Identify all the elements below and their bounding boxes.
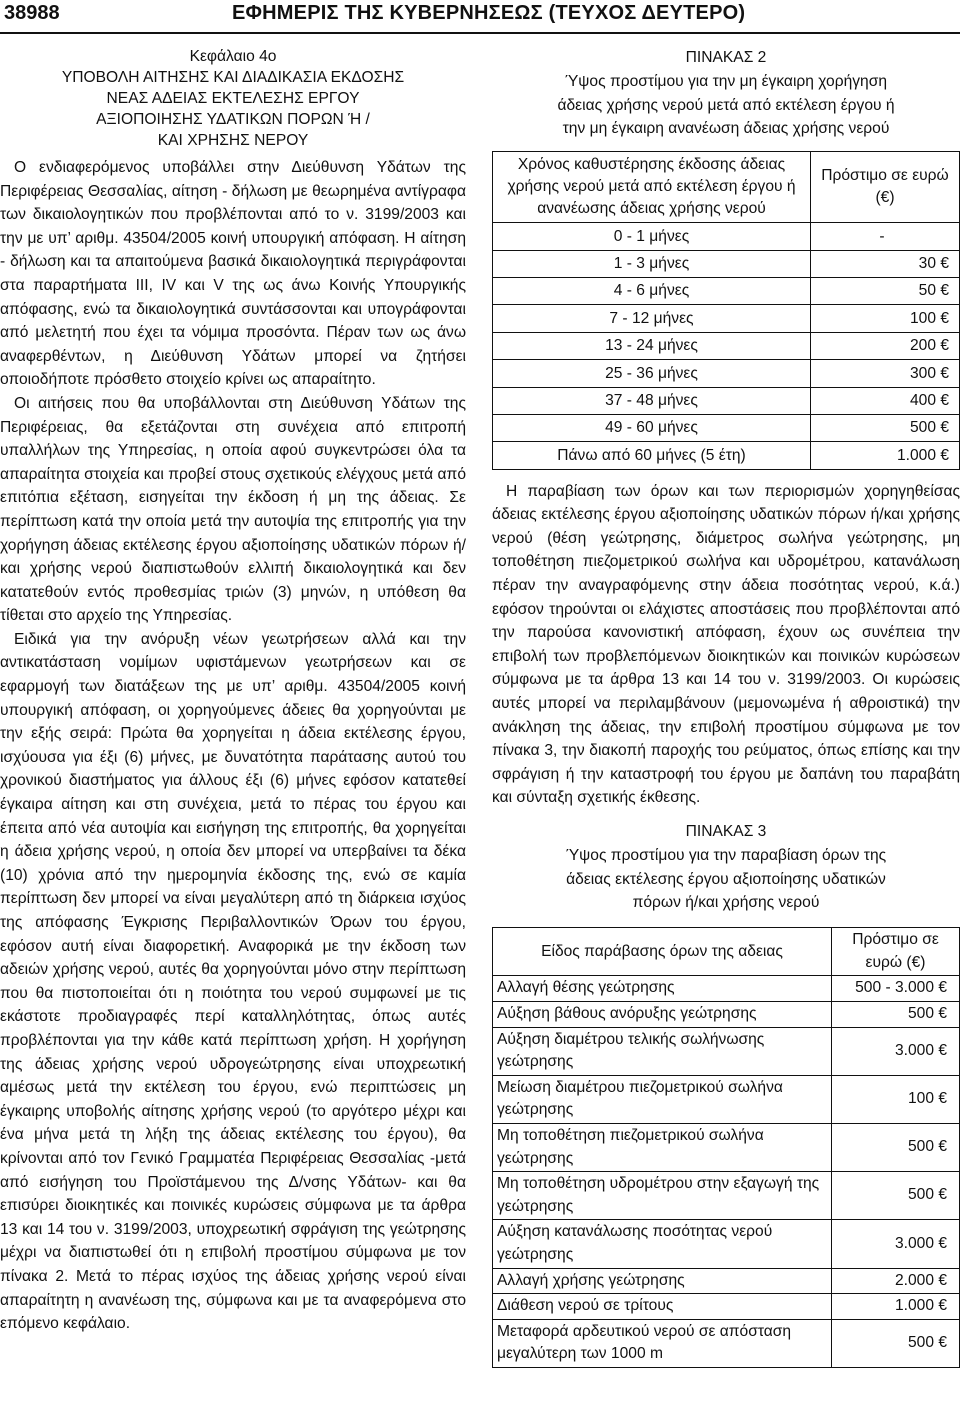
table-row (493, 305, 960, 332)
fine-cell: 500 € (832, 1001, 960, 1027)
table-header-cell: Χρόνος καθυστέρησης έκδοσης άδειας χρήσης νερού μετά από εκτέλεση έργου ή ανανέωσης άδειας χρήσης νερού (493, 152, 811, 223)
period-cell: 0 - 1 μήνες (493, 223, 811, 250)
table-header-row (493, 152, 960, 223)
table-row (493, 277, 960, 304)
table-row (493, 223, 960, 250)
table-row (493, 1075, 960, 1123)
table-row (493, 1172, 960, 1220)
fine-cell: - (811, 223, 960, 250)
period-cell: 25 - 36 μήνες (493, 360, 811, 387)
table-row (493, 1294, 960, 1320)
table-row (493, 1319, 960, 1367)
fines-table-2 (492, 151, 960, 470)
fine-cell: 300 € (811, 360, 960, 387)
fine-cell: 500 € (832, 1319, 960, 1367)
fine-cell: 3.000 € (832, 1027, 960, 1075)
chapter-line: ΥΠΟΒΟΛΗ ΑΙΤΗΣΗΣ ΚΑΙ ΔΙΑΔΙΚΑΣΙΑ ΕΚΔΟΣΗΣ (61, 69, 405, 86)
period-cell: 49 - 60 μήνες (493, 414, 811, 441)
fine-cell: 500 € (832, 1123, 960, 1171)
table2-title-line: ΠΙΝΑΚΑΣ 2 (685, 49, 767, 66)
table-row (493, 976, 960, 1002)
table-header-cell: Πρόστιμο σε ευρώ (€) (811, 152, 960, 223)
chapter-heading (0, 46, 466, 151)
table2-title-line: την μη έγκαιρη ανανέωση άδειας χρήσης νερού (562, 120, 890, 138)
fine-cell: 30 € (811, 250, 960, 277)
table2-title-line: άδειας χρήσης νερού μετά από εκτέλεση έργου ή (557, 96, 895, 114)
period-cell: 4 - 6 μήνες (493, 277, 811, 304)
fine-cell: 50 € (811, 277, 960, 304)
table3-title-line: ΠΙΝΑΚΑΣ 3 (685, 823, 767, 841)
period-cell: 1 - 3 μήνες (493, 250, 811, 277)
table2-title-line: Ύψος προστίμου για την μη έγκαιρη χορήγηση (564, 72, 888, 90)
table-header-row (493, 928, 960, 976)
violation-cell: Μη τοποθέτηση πιεζομετρικού σωλήνα γεώτρησης (493, 1123, 832, 1171)
body-paragraph: Η παραβίαση των όρων και των περιορισμών χορηγηθείσας άδειας εκτέλεσης έργου αξιοποίησης υδατικών πόρων ή/και χρήσης νερού (θέση γεώτρησης, διάμετρος σωλήνα γεώτρησης, μη τοποθέτηση πιεζομετρικού σωλήνα και υδρομέτρου, κατανάλωση πέραν την αναγραφόμενης στην άδεια ποσότητας νερού, κ.ά.) εφόσον τηρούνται οι ελάχιστες αποστάσεις που προβλέπονται από την παρούσα κανονιστική απόφαση, έχουν ως συνέπεια την επιβολή των προβλεπόμενων διοικητικών και ποινικών κυρώσεων σύμφωνα με τα άρθρα 13 και 14 του ν. 3199/2003. Οι κυρώσεις αυτές μπορεί να περιλαμβάνουν (μεμονωμένα ή αθροιστικά) την ανάκληση της άδειας, την επιβολή προστίμου σύμφωνα με τον πίνακα 3, την διακοπή παροχής του ρεύματος, όπως επίσης και την σφράγιση ή την καταστροφή του έργου με δαπάνη του παραβάτη και σύνταξη σχετικής έκθεσης. (492, 482, 960, 807)
violation-cell: Αύξηση βάθους ανόρυξης γεώτρησης (493, 1001, 832, 1027)
table-row (493, 1268, 960, 1294)
table-row (493, 250, 960, 277)
fines-table-3 (492, 927, 960, 1368)
chapter-line: ΝΕΑΣ ΑΔΕΙΑΣ ΕΚΤΕΛΕΣΗΣ ΕΡΓΟΥ (106, 90, 360, 107)
fine-cell: 500 € (832, 1172, 960, 1220)
table-row (493, 1123, 960, 1171)
gazette-title: ΕΦΗΜΕΡΙΣ ΤΗΣ ΚΥΒΕΡΝΗΣΕΩΣ (ΤΕΥΧΟΣ ΔΕΥΤΕΡΟ) (232, 2, 746, 24)
period-cell: 7 - 12 μήνες (493, 305, 811, 332)
page-header (0, 0, 960, 30)
fine-cell: 400 € (811, 387, 960, 414)
page-number: 38988 (4, 2, 60, 24)
body-paragraph: Οι αιτήσεις που θα υποβάλλονται στη Διεύθυνση Υδάτων της Περιφέρειας, θα εξετάζονται στη συνέχεια από επιτροπή υπαλλήλων της Υπηρεσίας, η οποία αφού συγκεντρώσει όλα τα απαραίτητα στοιχεία και προβεί στους σχετικούς ελέγχους μετά από επιτόπια εξέταση, εισηγείται την έκδοση ή μη της άδειας. Σε περίπτωση κατά την οποία μετά την αυτοψία της επιτροπής για την χορήγηση άδειας εκτέλεσης έργου αξιοποίησης υδατικών πόρων ή/και χρήσης νερού διαπιστωθούν ελλιπή δικαιολογητικά και δεν κατατεθούν εντός προθεσμίας τριών (3) μηνών, η υπόθεση θα τίθεται στο αρχείο της Υπηρεσίας. (0, 394, 466, 625)
period-cell: 13 - 24 μήνες (493, 332, 811, 359)
chapter-line: ΚΑΙ ΧΡΗΣΗΣ ΝΕΡΟΥ (157, 132, 309, 149)
header-divider (0, 32, 960, 34)
fine-cell: 500 - 3.000 € (832, 976, 960, 1002)
period-cell: Πάνω από 60 μήνες (5 έτη) (493, 442, 811, 469)
chapter-line: ΑΞΙΟΠΟΙΗΣΗΣ ΥΔΑΤΙΚΩΝ ΠΟΡΩΝ Ή / (96, 111, 370, 128)
chapter-line: Κεφάλαιο 4ο (189, 48, 277, 65)
table3-title-line: Ύψος προστίμου για την παραβίαση όρων της (565, 846, 887, 864)
violation-cell: Αλλαγή χρήσης γεώτρησης (493, 1268, 832, 1294)
violation-cell: Διάθεση νερού σε τρίτους (493, 1294, 832, 1320)
table-row (493, 442, 960, 469)
fine-cell: 100 € (811, 305, 960, 332)
table-row (493, 332, 960, 359)
violation-cell: Μη τοποθέτηση υδρομέτρου στην εξαγωγή της γεώτρησης (493, 1172, 832, 1220)
body-paragraph: Ειδικά για την ανόρυξη νέων γεωτρήσεων αλλά και την αντικατάσταση νομίμων υφιστάμενων γεωτρήσεων και σε εφαρμογή των διατάξεων της με υπ’ αριθμ. 43504/2005 κοινή υπουργική απόφαση, οι χορηγούμενες άδειες θα χορηγούνται με την εξής σειρά: Πρώτα θα χορηγείται η άδεια εκτέλεσης έργου, ισχύουσα για έξι (6) μήνες, με δυνατότητα παράτασης αυτού του χρονικού διαστήματος για άλλους έξι (6) μήνες εφόσον κατατεθεί έγκαιρα αίτηση και στη συνέχεια, μετά το πέρας του έργου και έπειτα από νέα αυτοψία και εισήγηση της επιτροπής, θα χορηγείται η άδεια χρήσης νερού, η οποία δεν μπορεί να υπερβαίνει τα δέκα (10) χρόνια από την ημερομηνία έκδοσης της, ενώ σε καμία περίπτωση δεν μπορεί να είναι μεγαλύτερη από τη διάρκεια ισχύος της απόφασης Έγκρισης Περιβαλλοντικών Όρων του έργου, εφόσον αυτή είναι διαφορετική. Αναφορικά με την έκδοση των αδειών χρήσης νερού, αυτές θα χορηγούνται μόνο στην περίπτωση που θα πιστοποιείται ότι η ποιότητα του νερού συμφωνεί με τις εκάστοτε προδιαγραφές περί καταλληλότητας, όπως αυτές προβλέπονται για την κάθε κατά περίπτωση χρήση. Η χορήγηση της άδειας χρήσης νερού υδρογεώτρησης είναι υποχρεωτική αμέσως μετά την εκτέλεση του έργου, ενώ περιπτώσεις μη έγκαιρης υποβολής αίτησης χρήσης νερού (το αργότερο μέχρι και ένα μήνα μετά τη λήξη της άδειας εκτέλεσης του έργου), θα κρίνονται από τον Γενικό Γραμματέα Περιφέρειας Θεσσαλίας -μετά από εισήγηση του Προϊστάμενου της Δ/νσης Υδάτων- και θα επισύρει διοικητικές και ποινικές κυρώσεις σύμφωνα με τα άρθρα 13 και 14 του ν. 3199/2003, υποχρεωτική σφράγιση της γεώτρησης μέχρι να διαπιστωθεί ότι η επιβολή προστίμου σύμφωνα με τον πίνακα 2. Μετά το πέρας ισχύος της άδειας χρήσης νερού είναι απαραίτητη η ανανέωση της, σύμφωνα και με τα αναφερόμενα στο επόμενο κεφάλαιο. (0, 630, 466, 1333)
fine-cell: 500 € (811, 414, 960, 441)
fine-cell: 1.000 € (811, 442, 960, 469)
body-paragraph: Ο ενδιαφερόμενος υποβάλλει στην Διεύθυνση Υδάτων της Περιφέρειας Θεσσαλίας, αίτηση - δήλωση με θεωρημένα αντίγραφα των δικαιολογητικών που προβλέπονται από το ν. 3199/2003 και την με υπ’ αριθμ. 43504/2005 κοινή υπουργική απόφαση. Η αίτηση - δήλωση και τα απαιτούμενα βασικά δικαιολογητικά περιγράφονται στα παραρτήματα III, IV και V της ως άνω Κοινής Υπουργικής απόφασης, ενώ τα δικαιολογητικά συντάσσονται και υπογράφονται από μελετητή που έχει τα νόμιμα προσόντα. Πέραν των ως άνω αναφερθέντων, η Διεύθυνση Υδάτων μπορεί να ζητήσει οποιοδήποτε πρόσθετο στοιχείο κρίνει ως απαραίτητο. (0, 159, 466, 389)
violation-cell: Μεταφορά αρδευτικού νερού σε απόσταση μεγαλύτερη των 1000 m (493, 1319, 832, 1367)
table-header-cell: Είδος παράβασης όρων της αδειας (493, 928, 832, 976)
fine-cell: 100 € (832, 1075, 960, 1123)
fine-cell: 3.000 € (832, 1220, 960, 1268)
table3-title-line: πόρων ή/και χρήσης νερού (632, 894, 820, 912)
violation-cell: Αύξηση διαμέτρου τελικής σωλήνωσης γεώτρησης (493, 1027, 832, 1075)
violation-cell: Μείωση διαμέτρου πιεζομετρικού σωλήνα γεώτρησης (493, 1075, 832, 1123)
table-row (493, 1027, 960, 1075)
table-row (493, 414, 960, 441)
violation-cell: Αύξηση κατανάλωσης ποσότητας νερού γεώτρησης (493, 1220, 832, 1268)
table-row (493, 360, 960, 387)
table3-title-line: άδειας εκτέλεσης έργου αξιοποίησης υδατικών (566, 870, 886, 888)
table-row (493, 1001, 960, 1027)
table-row (493, 387, 960, 414)
violation-cell: Αλλαγή θέσης γεώτρησης (493, 976, 832, 1002)
table3-title (492, 820, 960, 915)
fine-cell: 1.000 € (832, 1294, 960, 1320)
left-column (0, 46, 466, 1336)
table2-title (492, 46, 960, 141)
fine-cell: 2.000 € (832, 1268, 960, 1294)
table-header-cell: Πρόστιμο σε ευρώ (€) (832, 928, 960, 976)
right-column (492, 46, 960, 1368)
fine-cell: 200 € (811, 332, 960, 359)
period-cell: 37 - 48 μήνες (493, 387, 811, 414)
table-row (493, 1220, 960, 1268)
